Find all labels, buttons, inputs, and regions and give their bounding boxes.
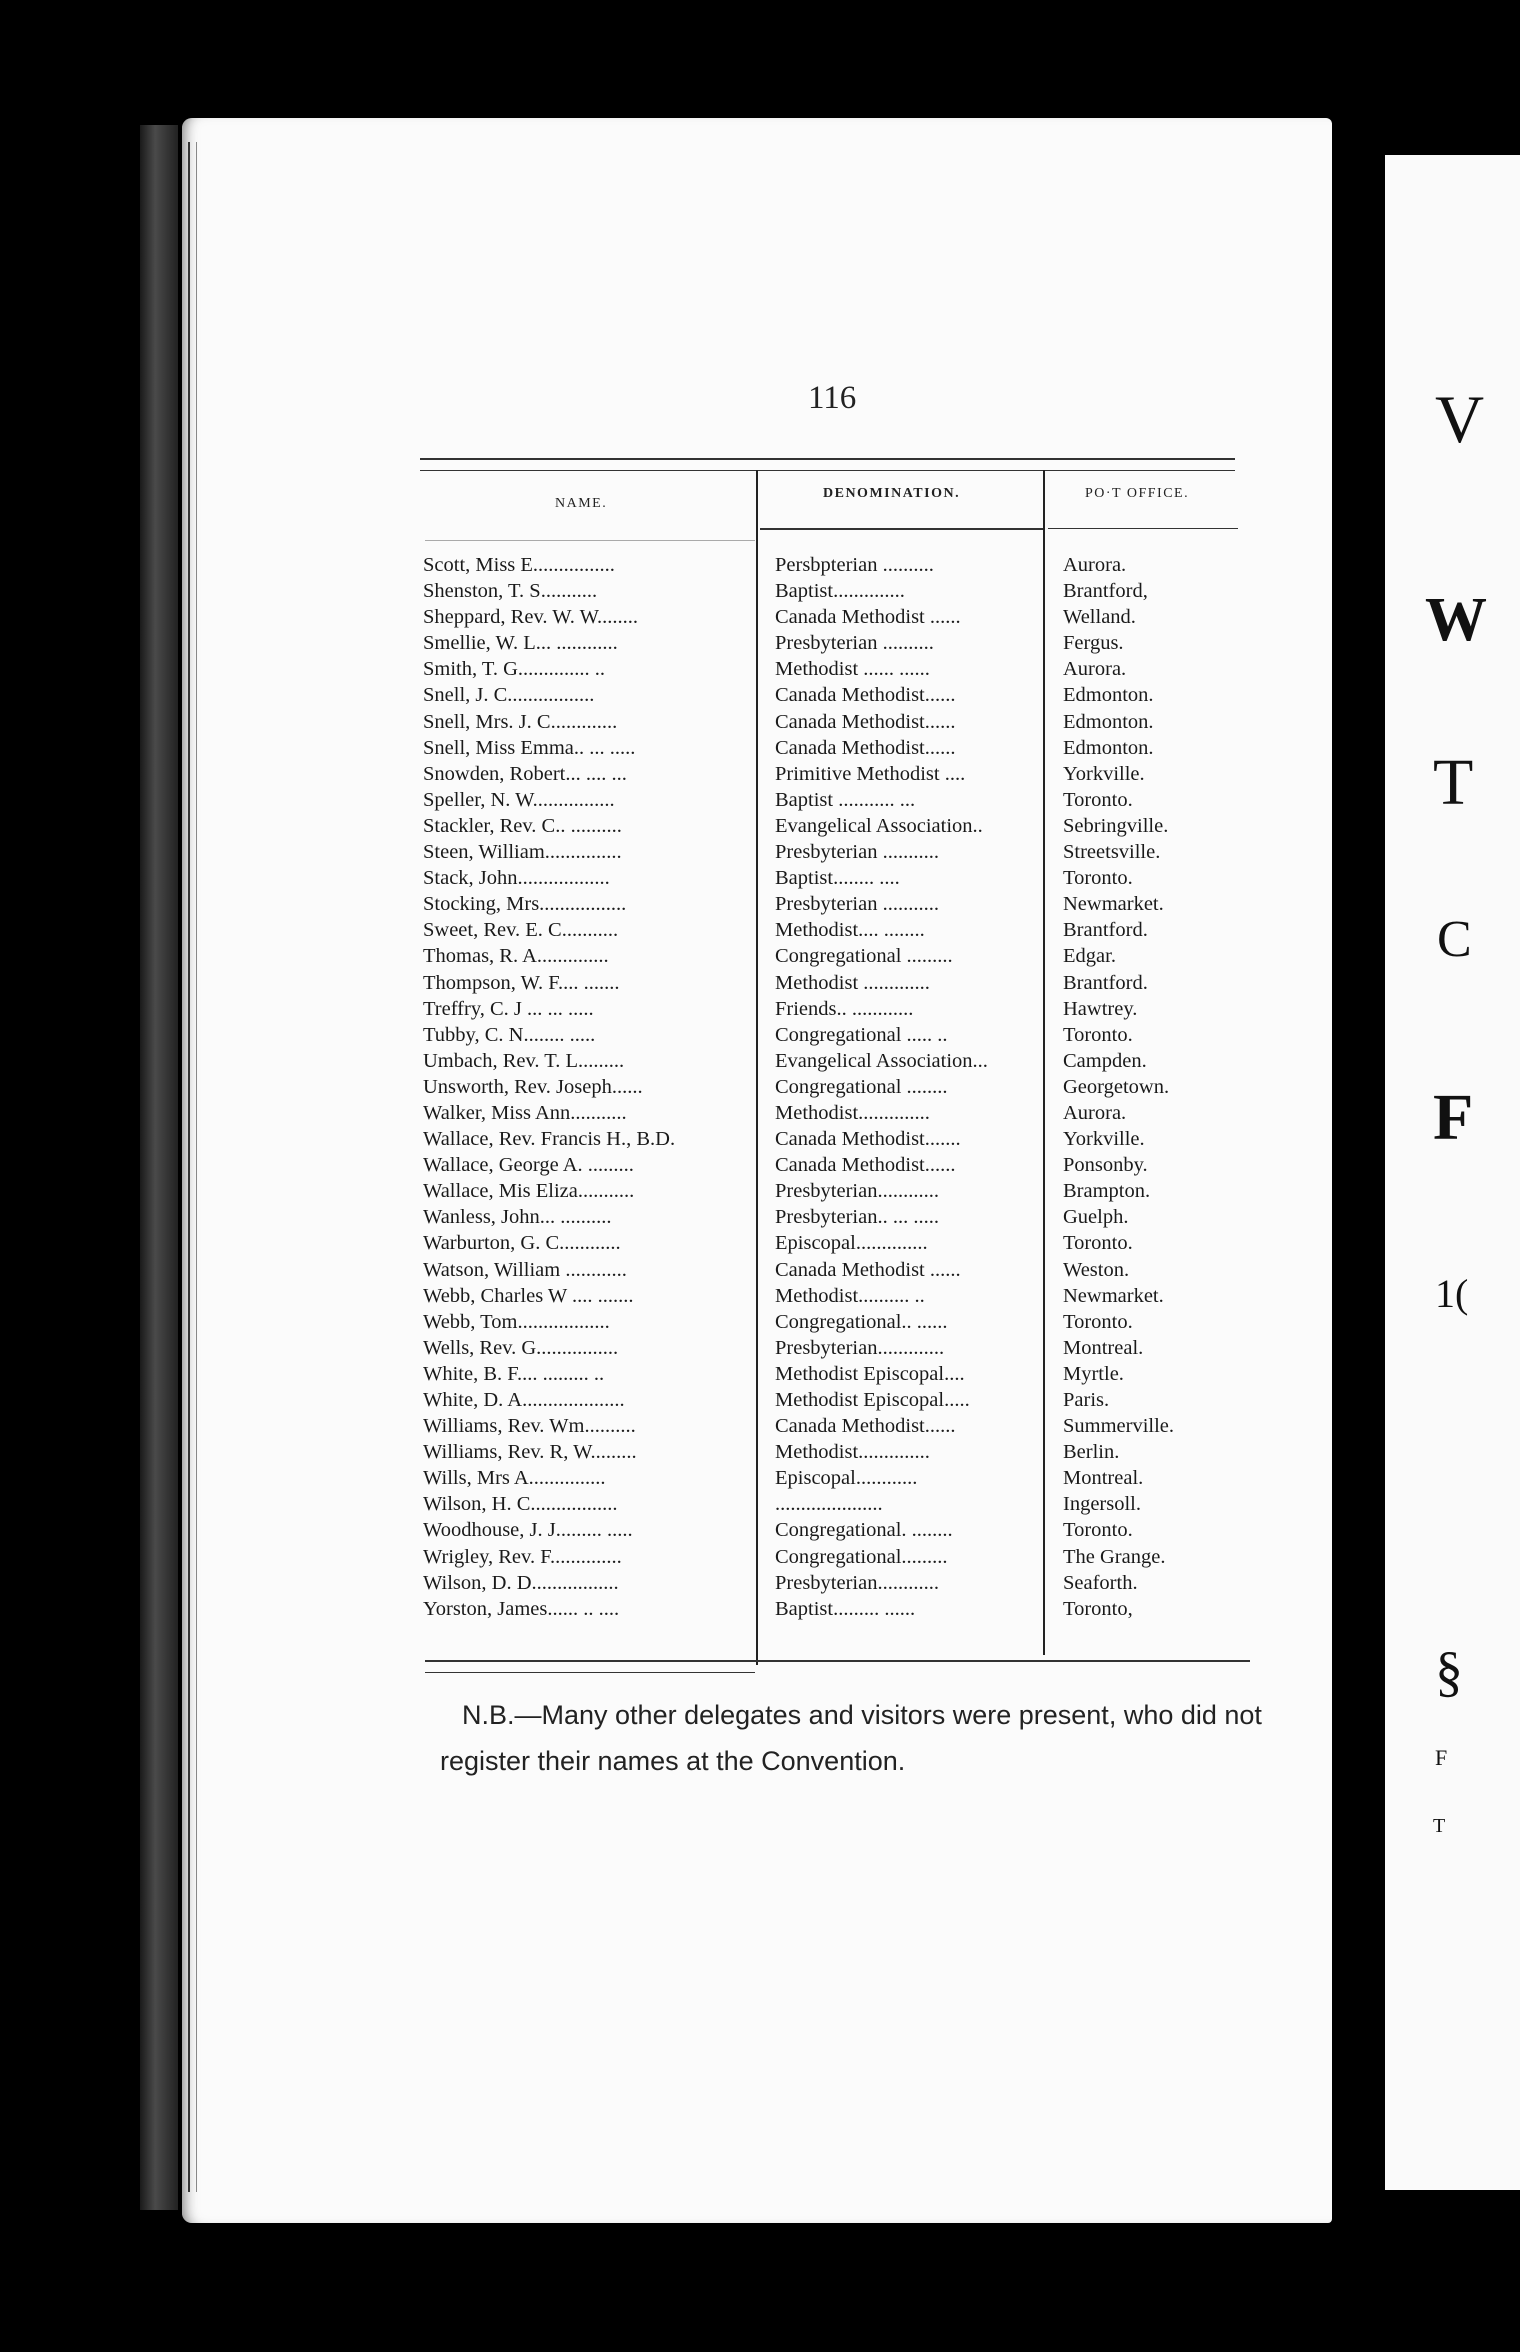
facing-page: [1385, 155, 1520, 2190]
cell-name: Stocking, Mrs.................: [423, 893, 627, 916]
column-divider: [756, 470, 758, 1665]
facing-page-glyph: 1(: [1435, 1271, 1469, 1316]
cell-denomination: Methodist Episcopal....: [775, 1362, 965, 1385]
cell-name: Sweet, Rev. E. C...........: [423, 919, 619, 942]
cell-denomination: Canada Methodist......: [775, 1154, 956, 1177]
cell-denomination: Presbyterian.............: [775, 1336, 945, 1359]
cell-denomination: Presbyterian............: [775, 1571, 939, 1594]
cell-name: Wallace, Rev. Francis H., B.D.: [423, 1128, 676, 1151]
header-rule: [420, 470, 1235, 471]
cell-denomination: Canada Methodist ......: [775, 606, 961, 629]
cell-post-office: Toronto.: [1063, 1023, 1133, 1046]
cell-denomination: Methodist.......... ..: [775, 1284, 925, 1307]
cell-denomination: Canada Methodist......: [775, 736, 956, 759]
cell-post-office: Summerville.: [1063, 1415, 1175, 1438]
cell-name: Watson, William ............: [423, 1258, 627, 1281]
cell-denomination: Methodist..............: [775, 1101, 930, 1124]
cell-post-office: Campden.: [1063, 1049, 1147, 1072]
cell-name: Snowden, Robert... .... ...: [423, 762, 627, 785]
cell-name: Steen, William...............: [423, 841, 622, 864]
cell-post-office: Paris.: [1063, 1389, 1110, 1411]
cell-denomination: Baptist..............: [775, 580, 905, 603]
cell-post-office: Toronto,: [1063, 1597, 1133, 1620]
cell-denomination: Presbyterian.. ... .....: [775, 1206, 939, 1229]
cell-post-office: Aurora.: [1063, 554, 1127, 576]
subheader-rule: [1048, 528, 1238, 529]
cell-name: Wells, Rev. G................: [423, 1336, 619, 1359]
cell-name: Wallace, George A. .........: [423, 1154, 634, 1177]
column-header-post-office: PO·T OFFICE.: [1085, 486, 1190, 501]
cell-denomination: Congregational.. ......: [775, 1310, 948, 1333]
facing-page-glyph: §: [1435, 1641, 1463, 1703]
cell-post-office: Montreal.: [1063, 1336, 1144, 1359]
cell-denomination: Canada Methodist......: [775, 1415, 956, 1438]
cell-denomination: Presbyterian ..........: [775, 632, 934, 655]
cell-denomination: Friends.. ............: [775, 997, 914, 1020]
cell-name: Unsworth, Rev. Joseph......: [423, 1075, 643, 1098]
cell-denomination: Evangelical Association..: [775, 814, 983, 837]
cell-post-office: Hawtrey.: [1063, 997, 1138, 1020]
cell-post-office: Newmarket.: [1063, 893, 1164, 916]
cell-denomination: Canada Methodist......: [775, 684, 956, 707]
cell-name: Webb, Tom..................: [423, 1310, 610, 1333]
cell-post-office: Georgetown.: [1063, 1075, 1170, 1098]
cell-denomination: Presbyterian............: [775, 1180, 939, 1203]
cell-denomination: Methodist .............: [775, 971, 930, 994]
cell-post-office: The Grange.: [1063, 1545, 1166, 1568]
facing-page-glyph: T: [1433, 1815, 1446, 1837]
cell-post-office: Toronto.: [1063, 1232, 1133, 1255]
cell-name: Webb, Charles W .... .......: [423, 1284, 634, 1307]
cell-post-office: Aurora.: [1063, 1101, 1127, 1124]
cell-denomination: Congregational .........: [775, 945, 953, 968]
cell-name: Williams, Rev. R, W.........: [423, 1441, 637, 1464]
cell-denomination: Methodist.... ........: [775, 919, 925, 942]
cell-denomination: Methodist ...... ......: [775, 658, 930, 681]
cell-name: Snell, J. C.................: [423, 684, 595, 707]
facing-page-glyph: T: [1433, 746, 1474, 819]
facing-page-glyph: W: [1425, 586, 1487, 654]
cell-name: Shenston, T. S...........: [423, 580, 598, 603]
cell-name: Warburton, G. C............: [423, 1232, 621, 1255]
cell-denomination: Congregational. ........: [775, 1519, 953, 1542]
cell-denomination: Baptist........ ....: [775, 867, 900, 890]
cell-name: Sheppard, Rev. W. W........: [423, 606, 639, 629]
cell-denomination: .....................: [775, 1493, 883, 1516]
subheader-rule: [760, 528, 1043, 530]
cell-denomination: Presbyterian ...........: [775, 893, 939, 916]
cell-denomination: Persbpterian ..........: [775, 554, 934, 576]
cell-name: Tubby, C. N........ .....: [423, 1023, 596, 1046]
cell-name: White, B. F.... ......... ..: [423, 1362, 605, 1385]
cell-name: Stackler, Rev. C.. ..........: [423, 814, 622, 837]
cell-post-office: Yorkville.: [1063, 1128, 1145, 1151]
cell-denomination: Canada Methodist ......: [775, 1258, 961, 1281]
cell-name: Wilson, H. C.................: [423, 1493, 618, 1516]
cell-post-office: Edgar.: [1063, 945, 1116, 968]
bottom-rule: [425, 1672, 755, 1673]
cell-post-office: Edmonton.: [1063, 710, 1154, 733]
cell-post-office: Edmonton.: [1063, 684, 1154, 707]
cell-post-office: Seaforth.: [1063, 1571, 1138, 1594]
cell-name: Woodhouse, J. J......... .....: [423, 1519, 633, 1542]
cell-name: Speller, N. W................: [423, 788, 615, 811]
cell-denomination: Methodist Episcopal.....: [775, 1389, 970, 1411]
cell-post-office: Toronto.: [1063, 788, 1133, 811]
bottom-rule: [425, 1660, 1250, 1662]
cell-denomination: Evangelical Association...: [775, 1049, 988, 1072]
cell-post-office: Berlin.: [1063, 1441, 1120, 1464]
cell-name: Snell, Miss Emma.. ... .....: [423, 736, 636, 759]
cell-post-office: Brantford.: [1063, 919, 1148, 942]
cell-post-office: Toronto.: [1063, 1519, 1133, 1542]
cell-post-office: Edmonton.: [1063, 736, 1154, 759]
cell-denomination: Episcopal..............: [775, 1232, 928, 1255]
column-header-name: NAME.: [555, 496, 608, 511]
cell-name: Wanless, John... ..........: [423, 1206, 612, 1229]
page-number: 116: [808, 380, 857, 416]
cell-name: Thomas, R. A..............: [423, 945, 609, 968]
cell-post-office: Weston.: [1063, 1258, 1130, 1281]
cell-name: Treffry, C. J ... ... .....: [423, 997, 594, 1020]
cell-post-office: Ponsonby.: [1063, 1154, 1148, 1177]
cell-name: Wallace, Mis Eliza...........: [423, 1180, 635, 1203]
cell-post-office: Toronto.: [1063, 867, 1133, 890]
cell-name: Umbach, Rev. T. L.........: [423, 1049, 625, 1072]
cell-post-office: Streetsville.: [1063, 841, 1161, 864]
cell-name: Smellie, W. L... ............: [423, 632, 618, 655]
book-spine: [140, 125, 178, 2210]
name-column-rule: [425, 540, 755, 541]
cell-name: Smith, T. G.............. ..: [423, 658, 606, 681]
cell-name: White, D. A....................: [423, 1389, 625, 1411]
cell-post-office: Guelph.: [1063, 1206, 1129, 1229]
top-rule: [420, 458, 1235, 460]
cell-post-office: Welland.: [1063, 606, 1136, 629]
cell-post-office: Brampton.: [1063, 1180, 1151, 1203]
facing-page-glyph: C: [1437, 911, 1472, 968]
page-edges: [188, 142, 197, 2192]
cell-post-office: Fergus.: [1063, 632, 1124, 655]
cell-denomination: Primitive Methodist ....: [775, 762, 966, 785]
cell-post-office: Brantford.: [1063, 971, 1148, 994]
facing-page-glyph: F: [1433, 1081, 1474, 1154]
cell-name: Snell, Mrs. J. C.............: [423, 710, 618, 733]
cell-post-office: Aurora.: [1063, 658, 1127, 681]
cell-denomination: Baptist......... ......: [775, 1597, 916, 1620]
cell-denomination: Canada Methodist......: [775, 710, 956, 733]
cell-name: Thompson, W. F.... .......: [423, 971, 620, 994]
cell-denomination: Presbyterian ...........: [775, 841, 939, 864]
facing-page-glyph: F: [1435, 1745, 1448, 1770]
cell-denomination: Congregational ........: [775, 1075, 948, 1098]
cell-name: Wilson, D. D.................: [423, 1571, 619, 1594]
cell-denomination: Congregational.........: [775, 1545, 948, 1568]
cell-denomination: Baptist ........... ...: [775, 788, 916, 811]
cell-denomination: Canada Methodist.......: [775, 1128, 961, 1151]
cell-post-office: Newmarket.: [1063, 1284, 1164, 1307]
cell-post-office: Toronto.: [1063, 1310, 1133, 1333]
footnote: N.B.—Many other delegates and visitors were present, who did not register their names at the Convention.: [440, 1700, 1262, 1776]
cell-name: Walker, Miss Ann...........: [423, 1101, 627, 1124]
cell-post-office: Brantford,: [1063, 580, 1148, 603]
cell-post-office: Montreal.: [1063, 1467, 1144, 1490]
cell-denomination: Congregational ..... ..: [775, 1023, 948, 1046]
column-header-denomination: DENOMINATION.: [823, 486, 961, 501]
cell-name: Wrigley, Rev. F..............: [423, 1545, 622, 1568]
cell-name: Wills, Mrs A...............: [423, 1467, 606, 1490]
cell-name: Williams, Rev. Wm..........: [423, 1415, 636, 1438]
cell-name: Stack, John..................: [423, 867, 610, 890]
cell-post-office: Yorkville.: [1063, 762, 1145, 785]
cell-name: Scott, Miss E................: [423, 554, 615, 576]
cell-name: Yorston, James...... .. ....: [423, 1597, 620, 1620]
cell-post-office: Ingersoll.: [1063, 1493, 1141, 1516]
cell-denomination: Episcopal............: [775, 1467, 918, 1490]
cell-denomination: Methodist..............: [775, 1441, 930, 1464]
cell-post-office: Sebringville.: [1063, 814, 1169, 837]
facing-page-glyph: V: [1435, 381, 1485, 457]
cell-post-office: Myrtle.: [1063, 1362, 1124, 1385]
